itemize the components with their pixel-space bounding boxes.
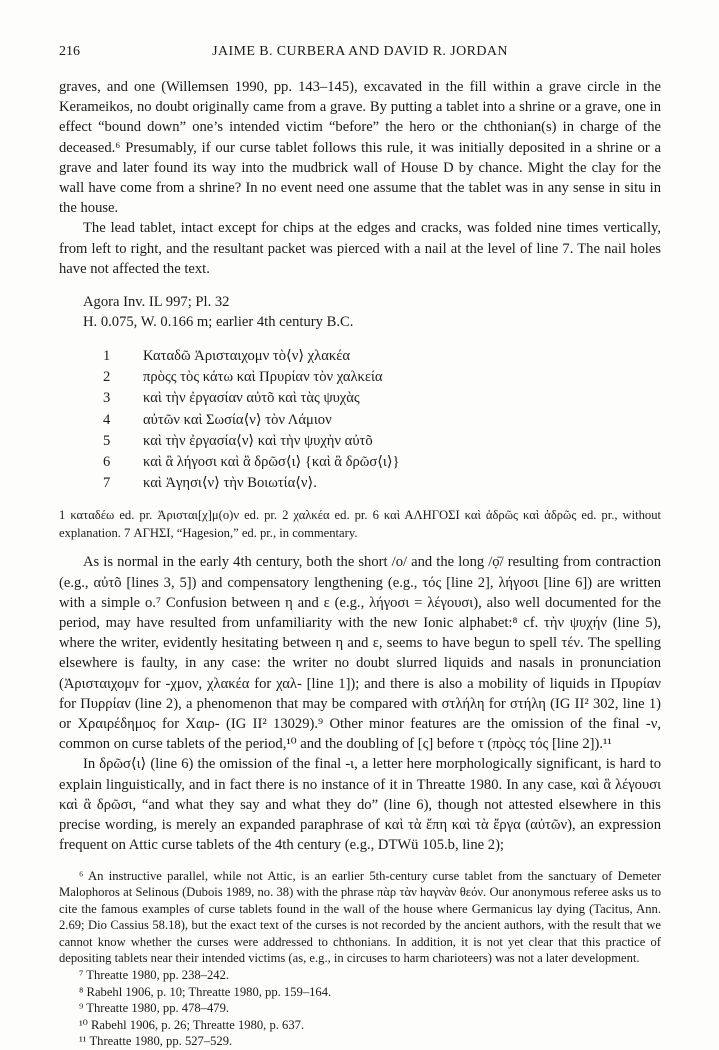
commentary — [59, 552, 661, 855]
inscription-line — [103, 452, 661, 473]
footnote: ⁶ An instructive parallel, while not Attic, is an earlier 5th-century curse tablet from the sanctuary of Demeter Malophoros at Selinous (Dubois 1989, no. 38) with the phrase πὰρ τὰν hαγνὰν θεόν. Our anonymous referee asks us to cite the famous examples of curse tablets found in the wall of the house where Germanicus lay dying (Tacitus, Ann. 2.69; Dio Cassius 58.18), but the exact text of the curses is not recorded by the ancient authors, with the result that we cannot know whether the curses were addressed to chthonians. In addition, it is not yet clear that this practice of depositing tablets near their intended victims (as, e.g., in circuses to harm charioteers) was not a later development. — [59, 868, 661, 968]
object-reference — [83, 293, 661, 332]
inscription-line — [103, 388, 661, 409]
inscription-line — [103, 410, 661, 431]
footnote: ¹⁰ Rabehl 1906, p. 26; Threatte 1980, p. 637. — [59, 1017, 661, 1034]
running-title: JAIME B. CURBERA AND DAVID R. JORDAN — [59, 44, 661, 60]
line-number: 4 — [103, 410, 143, 431]
line-text: καὶ τὴν ἐργασίαν αὐτõ καὶ τὰς ψυχὰς — [143, 388, 360, 409]
line-text: καὶ τὴν ἐργασία⟨ν⟩ καὶ τὴν ψυχὴν αὐτõ — [143, 431, 373, 452]
footnote: ⁹ Threatte 1980, pp. 478–479. — [59, 1000, 661, 1017]
paragraph-continued: graves, and one (Willemsen 1990, pp. 143–145), excavated in the fill within a grave circle in the Kerameikos, no doubt originally came from a grave. By putting a tablet into a shrine or a grave, one in effect “bound down” one’s intended victim “before” the hero or the chthonian(s) in charge of the deceased.⁶ Presumably, if our curse tablet follows this rule, it was initially deposited in a shrine or a grave and later found its way into the mudbrick wall of House D by chance. Might the clay for the wall have come from a shrine? In no event need one assume that the tablet was in any sense in situ in the house. — [59, 77, 661, 218]
article-body — [59, 77, 661, 1050]
running-header — [59, 44, 661, 64]
page-number: 216 — [59, 44, 80, 60]
inventory-line: Agora Inv. IL 997; Pl. 32 — [83, 293, 661, 313]
inscription-text — [103, 346, 661, 494]
footnote: ¹¹ Threatte 1980, pp. 527–529. — [59, 1033, 661, 1050]
line-text: Καταδῶ Ἀρισταιχομν τὸ⟨ν⟩ χλακέα — [143, 346, 350, 367]
line-number: 5 — [103, 431, 143, 452]
paragraph-omission: In δρῶσ⟨ι⟩ (line 6) the omission of the final -ι, a letter here morphologically significant, is hard to explain linguistically, and in fact there is no instance of it in Threatte 1980. In any case, καὶ ἃ λέγουσι καὶ ἃ δρῶσι, “and what they say and what they do” (line 6), though not attested elsewhere in this precise wording, is merely an expanded paraphrase of καὶ τὰ ἔπη καὶ τὰ ἔργα (αὐτῶν), an expression frequent on Attic curse tablets of the 4th century (e.g., DTWü 105.b, line 2); — [59, 754, 661, 855]
dimensions-line: H. 0.075, W. 0.166 m; earlier 4th century B.C. — [83, 313, 661, 333]
inscription-line — [103, 367, 661, 388]
line-number: 1 — [103, 346, 143, 367]
line-number: 6 — [103, 452, 143, 473]
line-text: καὶ Ἁγησι⟨ν⟩ τὴν Βοιωτία⟨ν⟩. — [143, 473, 317, 494]
line-text: καὶ ἃ λήγοσι καὶ ἃ δρῶσ⟨ι⟩ {καὶ ἃ δρῶσ⟨ι⟩} — [143, 452, 400, 473]
footnote: ⁷ Threatte 1980, pp. 238–242. — [59, 967, 661, 984]
critical-apparatus: 1 καταδέω ed. pr. Ἀρισται[χ]μ(ο)ν ed. pr. 2 χαλκέα ed. pr. 6 καὶ ΑΛΗΓΟΣΙ καὶ ἀδρῶς καὶ ἀδρῶς ed. pr., without explanation. 7 ΑΓΗΣΙ, “Hagesion,” ed. pr., in commentary. — [59, 506, 661, 542]
footnotes — [59, 868, 661, 1050]
line-number: 3 — [103, 388, 143, 409]
line-number: 7 — [103, 473, 143, 494]
footnote: ⁸ Rabehl 1906, p. 10; Threatte 1980, pp. 159–164. — [59, 984, 661, 1001]
line-text: αὐτῶν καὶ Σωσία⟨ν⟩ τὸν Λάμιον — [143, 410, 332, 431]
line-number: 2 — [103, 367, 143, 388]
inscription-line — [103, 431, 661, 452]
inscription-line — [103, 346, 661, 367]
inscription-line — [103, 473, 661, 494]
paragraph-orthography: As is normal in the early 4th century, both the short /o/ and the long /ọ̄/ resulting from contraction (e.g., αὐτõ [lines 3, 5]) and compensatory lengthening (e.g., τός [line 2], λήγοσι [line 6]) are written with a simple ο.⁷ Confusion between η and ε (e.g., λήγοσι = λέγουσι), also well documented for the period, may have resulted from unfamiliarity with the new Ionic alphabet:⁸ cf. τὴν ψυχήν (line 5), where the writer, evidently hesitating between η and ε, seems to have begun to spell τέν. The spelling elsewhere is faulty, in any case: the writer no doubt slurred liquids and nasals in pronunciation (Ἀρισταιχομν for -χμον, χλακέα for χαλ- [line 1]); and there is also a mobility of liquids in Πρυρίαν for Πυρρίαν (line 2), a phenomenon that may be compared with στλήλη for στήλη (IG II² 302, line 1) or Χραιρέδημος for Χαιρ- (IG II² 13029).⁹ Other minor features are the omission of the final -ν, common on curse tablets of the period,¹⁰ and the doubling of [ς] before τ (πρὸςς τός [line 2]).¹¹ — [59, 552, 661, 754]
paragraph-tablet-description: The lead tablet, intact except for chips at the edges and cracks, was folded nine times vertically, from left to right, and the resultant packet was pierced with a nail at the level of line 7. The nail holes have not affected the text. — [59, 218, 661, 279]
line-text: πρὸςς τὸς κάτω καὶ Πρυρίαν τὸν χαλκεία — [143, 367, 383, 388]
